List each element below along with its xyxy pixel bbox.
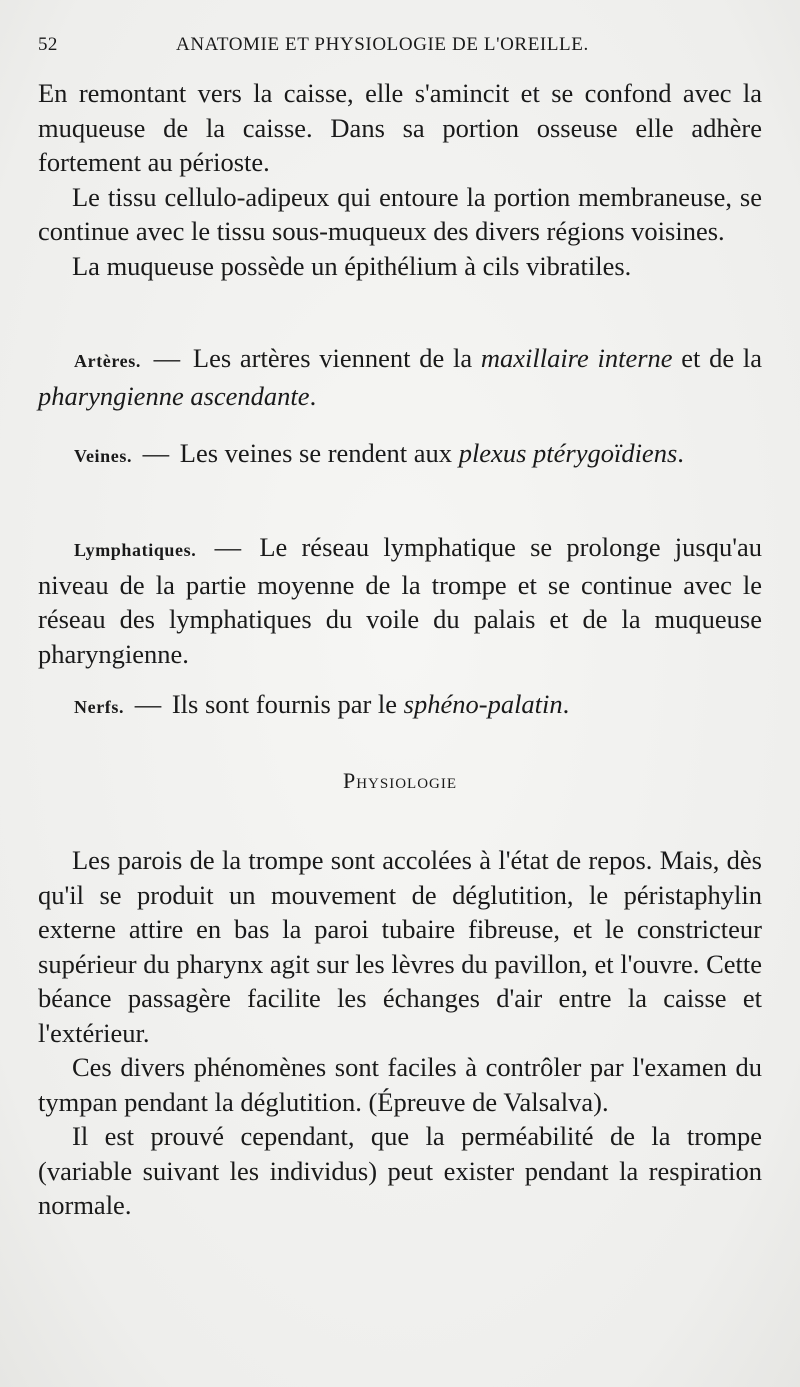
- opening-paragraphs: [38, 76, 762, 283]
- arteres-paragraph: [38, 341, 762, 413]
- dash: —: [214, 532, 242, 562]
- arteres-text: Les artères viennent de la: [192, 343, 473, 373]
- veines-paragraph: [38, 436, 762, 474]
- arteres-term-2: pharyngienne ascendante: [38, 380, 310, 411]
- paragraph: La muqueuse possède un épithélium à cils vibratiles.: [72, 250, 632, 281]
- physiologie-paragraphs: [38, 843, 762, 1223]
- paragraph: Il est prouvé cependant, que la perméabilité de la trompe (variable suivant les individus) peut exister pendant la respiration normale.: [38, 1121, 762, 1220]
- lymphatiques-label: Lymphatiques.: [74, 540, 197, 560]
- arteres-connector: et de la: [681, 343, 763, 373]
- veines-term: plexus ptérygoïdiens: [458, 438, 678, 468]
- running-title: ANATOMIE ET PHYSIOLOGIE DE L'OREILLE.: [176, 34, 589, 55]
- arteres-term-1: maxillaire interne: [480, 343, 673, 373]
- running-head: [38, 34, 738, 64]
- veines-text: Les veines se rendent aux: [179, 438, 453, 468]
- dash: —: [142, 438, 170, 468]
- nerfs-paragraph: [38, 687, 762, 725]
- nerfs-term: sphéno-palatin: [403, 689, 563, 719]
- lymphatiques-paragraph: [38, 530, 762, 671]
- page-number: 52: [38, 34, 58, 55]
- lymphatiques-text: Le réseau lymphatique se prolonge jusqu'au niveau de la partie moyenne de la trompe et se continue avec le réseau des lymphatiques du voile du palais et de la muqueuse pharyngienne.: [38, 532, 763, 669]
- section-heading: Physiologie: [342, 768, 458, 793]
- veines-label: Veines.: [74, 446, 133, 466]
- paragraph: Les parois de la trompe sont accolées à l'état de repos. Mais, dès qu'il se produit un mouvement de déglutition, le péristaphylin externe attire en bas la paroi tubaire fibreuse, et le constricteur supérieur du pharynx agit sur les lèvres du pavillon, et l'ouvre. Cette béance passagère facilite les échanges d'air entre la caisse et l'extérieur.: [38, 845, 762, 1048]
- nerfs-label: Nerfs.: [74, 697, 125, 717]
- paragraph: Le tissu cellulo-adipeux qui entoure la portion membraneuse, se continue avec le tissu sous-muqueux des divers régions voisines.: [38, 181, 762, 246]
- paragraph: Ces divers phénomènes sont faciles à contrôler par l'examen du tympan pendant la déglutition. (Épreuve de Valsalva).: [38, 1052, 762, 1117]
- arteres-end: .: [309, 380, 317, 411]
- nerfs-end: .: [562, 689, 570, 719]
- arteres-label: Artères.: [74, 351, 141, 371]
- veines-end: .: [677, 438, 684, 468]
- dash: —: [134, 689, 162, 719]
- paragraph: En remontant vers la caisse, elle s'amincit et se confond avec la muqueuse de la caisse. Dans sa portion osseuse elle adhère fortement au périoste.: [38, 78, 762, 177]
- nerfs-text: Ils sont fournis par le: [171, 689, 398, 719]
- dash: —: [153, 343, 181, 373]
